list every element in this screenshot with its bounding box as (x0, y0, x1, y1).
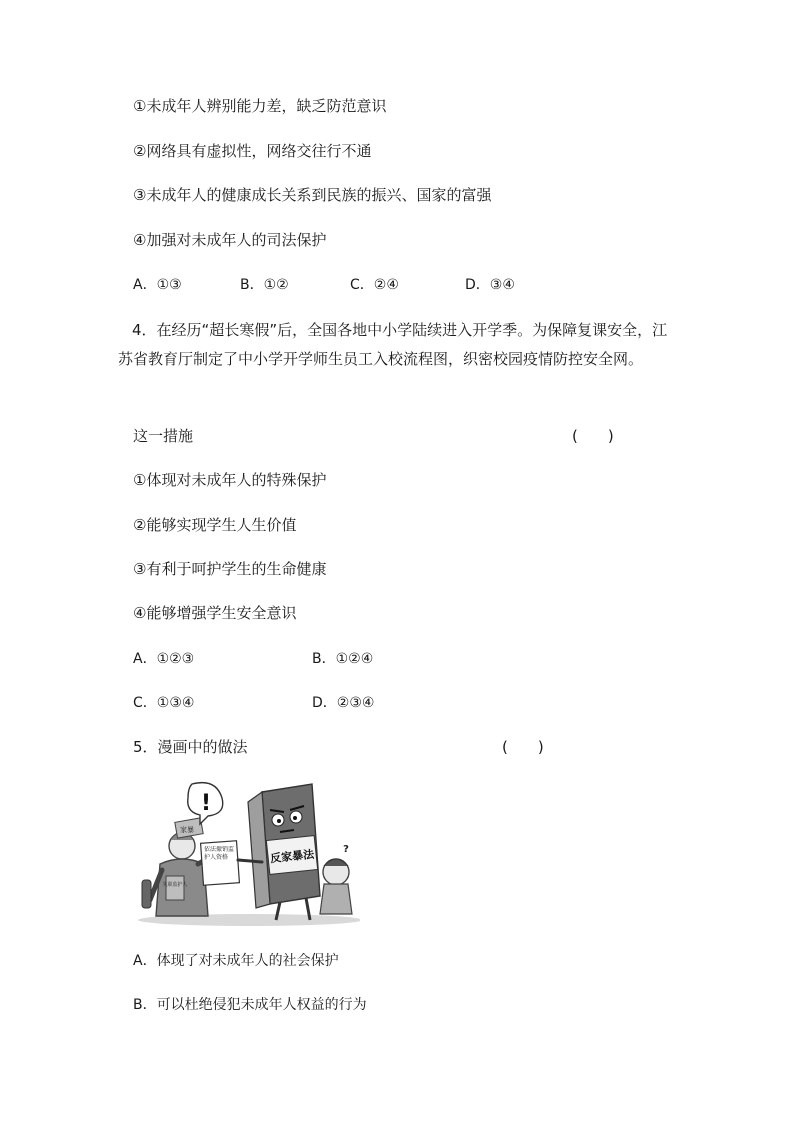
q4-statement-3: ③有利于呵护学生的生命健康 (133, 560, 327, 578)
q3-option-c: C．②④ (350, 277, 399, 293)
guardian-badge-top: 家暴 (180, 826, 194, 834)
q5-answer-paren: ( ) (502, 738, 544, 756)
q4-option-d: D．②③④ (312, 695, 375, 711)
q4-statement-1: ①体现对未成年人的特殊保护 (133, 471, 327, 489)
q3-statement-3: ③未成年人的健康成长关系到民族的振兴、国家的富强 (133, 186, 492, 204)
document-text: 依法撤销监护人资格 (204, 846, 235, 861)
exclaim-bubble (188, 783, 223, 824)
q5-option-a: A．体现了对未成年人的社会保护 (133, 953, 339, 969)
q3-option-b: B．①② (240, 277, 289, 293)
q5-stem: 5．漫画中的做法 (133, 738, 248, 756)
cartoon-illustration (130, 780, 360, 930)
guardian-badge-body: 失职监护人 (162, 882, 188, 888)
q3-statement-4: ④加强对未成年人的司法保护 (133, 231, 327, 249)
q4-option-b: B．①②④ (312, 651, 374, 667)
q3-option-d: D．③④ (465, 277, 515, 293)
law-book-character (238, 784, 320, 920)
child-question-mark: ? (343, 844, 349, 855)
q5-option-b: B．可以杜绝侵犯未成年人权益的行为 (133, 997, 367, 1013)
q4-statement-2: ②能够实现学生人生价值 (133, 516, 297, 534)
q4-option-a: A．①②③ (133, 651, 195, 667)
q4-prompt: 这一措施 (133, 427, 194, 445)
q4-statement-4: ④能够增强学生安全意识 (133, 604, 297, 622)
q4-option-c: C．①③④ (133, 695, 195, 711)
q3-statement-1: ①未成年人辨别能力差，缺乏防范意识 (133, 97, 387, 115)
revoke-document (201, 841, 240, 885)
q4-stem: 4．在经历“超长寒假”后，全国各地中小学陆续进入开学季。为保障复课安全，江苏省教育厅制定了中小学开学师生员工入校流程图，织密校园疫情防控安全网。 (118, 321, 668, 368)
q4-answer-paren: ( ) (572, 427, 614, 445)
q3-option-a: A．①③ (133, 277, 182, 293)
book-title: 反家暴法 (269, 847, 315, 866)
exclaim-mark: ! (200, 791, 212, 816)
child-figure (320, 844, 352, 914)
q3-statement-2: ②网络具有虚拟性，网络交往行不通 (133, 142, 372, 160)
